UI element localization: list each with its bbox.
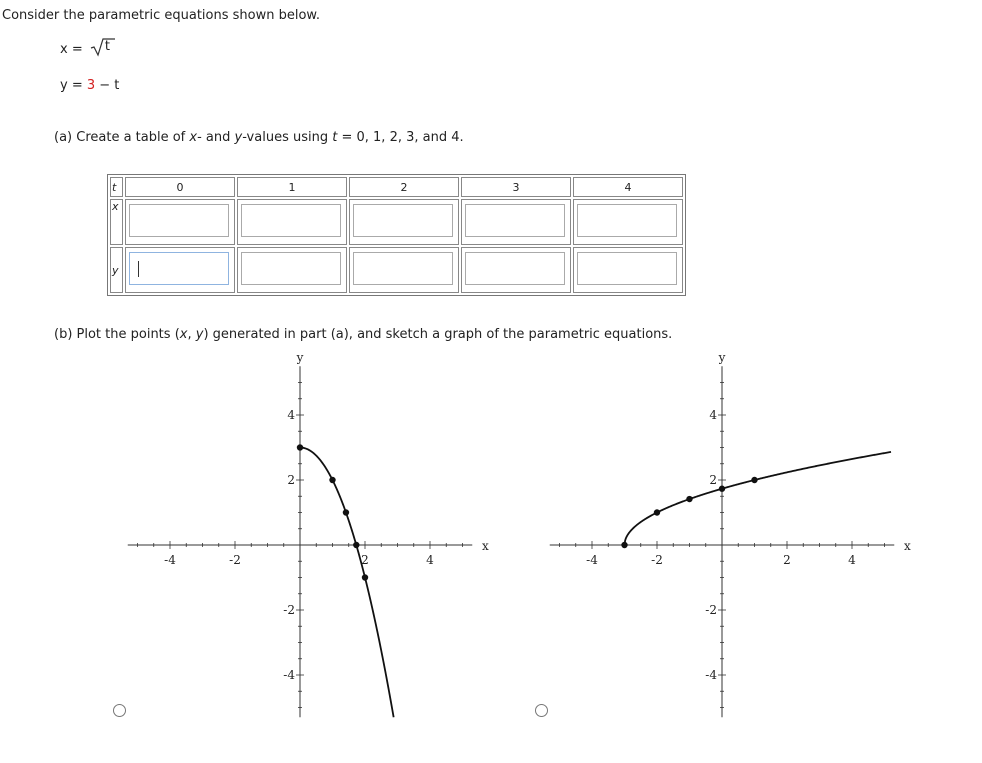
data-point bbox=[329, 477, 335, 483]
part-a-mid1: - and bbox=[197, 130, 235, 145]
part-a-mid2: -values using bbox=[242, 130, 333, 145]
y-tick-label: 2 bbox=[287, 473, 295, 487]
data-point bbox=[353, 542, 359, 548]
y-input-3[interactable] bbox=[465, 252, 565, 285]
sqrt-symbol bbox=[90, 37, 116, 57]
curve-line bbox=[625, 452, 892, 545]
part-b-suffix: ) generated in part (a), and sketch a graph of the parametric equations. bbox=[203, 327, 673, 342]
part-b-prompt bbox=[54, 327, 672, 342]
y-tick-label: 2 bbox=[709, 473, 717, 487]
equation-y-rest: − t bbox=[99, 78, 120, 93]
y-tick-label: 4 bbox=[287, 408, 295, 422]
part-b-prefix: (b) Plot the points ( bbox=[54, 327, 180, 342]
part-b-y: y bbox=[195, 327, 204, 342]
values-table bbox=[107, 174, 686, 296]
y-tick-label: -2 bbox=[283, 603, 295, 617]
y-input-2[interactable] bbox=[353, 252, 453, 285]
x-input-3[interactable] bbox=[465, 204, 565, 237]
x-cell-4 bbox=[573, 199, 683, 245]
graph-option-2 bbox=[542, 345, 942, 720]
part-a-prompt bbox=[54, 130, 464, 145]
x-tick-label: 2 bbox=[361, 553, 369, 567]
x-axis-label: x bbox=[482, 539, 489, 553]
radio-option-1[interactable] bbox=[113, 704, 126, 717]
y-axis-label: y bbox=[296, 350, 304, 365]
equation-x-radicand: t bbox=[104, 39, 110, 54]
equation-y-lhs: y = bbox=[60, 78, 83, 93]
row-label-y: y bbox=[110, 247, 123, 293]
data-point bbox=[343, 509, 349, 515]
row-label-x: x bbox=[110, 199, 123, 245]
t-value-0: 0 bbox=[125, 177, 235, 197]
y-cell-4 bbox=[573, 247, 683, 293]
curve-line bbox=[300, 448, 394, 718]
x-cell-0 bbox=[125, 199, 235, 245]
y-input-4[interactable] bbox=[577, 252, 677, 285]
x-tick-label: 2 bbox=[783, 553, 791, 567]
radio-option-2[interactable] bbox=[535, 704, 548, 717]
part-a-prefix: (a) Create a table of bbox=[54, 130, 190, 145]
equation-y-number: 3 bbox=[86, 78, 96, 93]
y-tick-label: 4 bbox=[709, 408, 717, 422]
x-cell-2 bbox=[349, 199, 459, 245]
table-row-x bbox=[110, 199, 683, 245]
t-value-1: 1 bbox=[237, 177, 347, 197]
t-value-2: 2 bbox=[349, 177, 459, 197]
y-cell-3 bbox=[461, 247, 571, 293]
data-point bbox=[362, 574, 368, 580]
table-row-y bbox=[110, 247, 683, 293]
y-axis-label: y bbox=[718, 350, 726, 365]
data-point bbox=[686, 496, 692, 502]
y-tick-label: -2 bbox=[705, 603, 717, 617]
y-tick-label: -4 bbox=[283, 668, 295, 682]
y-input-0[interactable] bbox=[129, 252, 229, 285]
x-tick-label: -4 bbox=[586, 553, 598, 567]
intro-text: Consider the parametric equations shown below. bbox=[2, 8, 320, 23]
part-a-y: y bbox=[234, 130, 243, 145]
part-b-x: x bbox=[179, 327, 188, 342]
part-a-x: x bbox=[189, 130, 198, 145]
x-input-2[interactable] bbox=[353, 204, 453, 237]
t-value-4: 4 bbox=[573, 177, 683, 197]
y-cell-2 bbox=[349, 247, 459, 293]
x-tick-label: -4 bbox=[164, 553, 176, 567]
x-cell-3 bbox=[461, 199, 571, 245]
data-point bbox=[297, 444, 303, 450]
equation-y bbox=[60, 78, 119, 93]
data-point bbox=[621, 542, 627, 548]
table-row-t bbox=[110, 177, 683, 197]
x-axis-label: x bbox=[904, 539, 911, 553]
y-input-1[interactable] bbox=[241, 252, 341, 285]
y-cell-1 bbox=[237, 247, 347, 293]
equation-x bbox=[60, 37, 116, 57]
t-value-3: 3 bbox=[461, 177, 571, 197]
equation-x-lhs: x = bbox=[60, 42, 83, 57]
x-tick-label: 4 bbox=[426, 553, 434, 567]
y-tick-label: -4 bbox=[705, 668, 717, 682]
x-tick-label: -2 bbox=[651, 553, 663, 567]
text-caret bbox=[138, 261, 139, 277]
x-input-0[interactable] bbox=[129, 204, 229, 237]
x-cell-1 bbox=[237, 199, 347, 245]
data-point bbox=[654, 509, 660, 515]
row-label-t: t bbox=[110, 177, 123, 197]
graph-option-1 bbox=[120, 345, 520, 720]
radical-sign bbox=[90, 37, 116, 57]
x-input-4[interactable] bbox=[577, 204, 677, 237]
x-tick-label: -2 bbox=[229, 553, 241, 567]
data-point bbox=[751, 477, 757, 483]
part-b-comma: , bbox=[187, 327, 196, 342]
x-tick-label: 4 bbox=[848, 553, 856, 567]
data-point bbox=[719, 486, 725, 492]
part-a-suffix: = 0, 1, 2, 3, and 4. bbox=[337, 130, 464, 145]
part-a-t: t bbox=[332, 130, 338, 145]
x-input-1[interactable] bbox=[241, 204, 341, 237]
y-cell-0 bbox=[125, 247, 235, 293]
